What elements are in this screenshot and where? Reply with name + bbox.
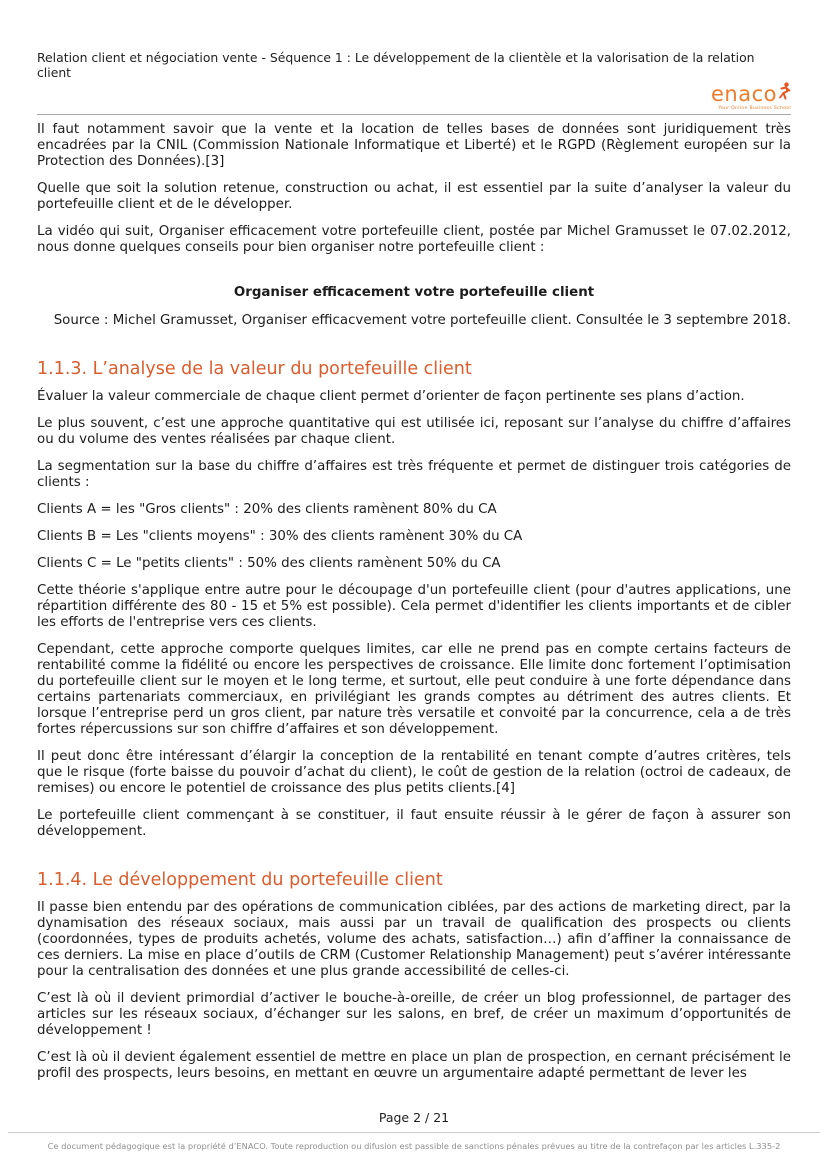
paragraph: Il peut donc être intéressant d’élargir la conception de la rentabilité en tenant compte d’autres critères, tels que le risque (forte baisse du pouvoir d’achat du client), le coût de gestion de la relation (octroi de cadeaux, de remises) ou encore le potentiel de croissance des plus petits clients.[4] bbox=[37, 749, 791, 796]
video-placeholder bbox=[37, 267, 791, 285]
paragraph: Cette théorie s'applique entre autre pour le découpage d'un portefeuille client (pour d'autres applications, une répartition différente des 80 - 15 et 5% est possible). Cela permet d'identifier les clients importants et de cibler les efforts de l'entreprise vers ces clients. bbox=[37, 583, 791, 630]
client-category-b-line: Clients B = Les "clients moyens" : 30% des clients ramènent 30% du CA bbox=[37, 529, 523, 544]
logo-row bbox=[37, 82, 791, 111]
paragraph-intro-3: La vidéo qui suit, Organiser efficacement votre portefeuille client, postée par Michel Gramusset le 07.02.2012, nous donne quelques conseils pour bien organiser notre portefeuille client : bbox=[37, 224, 791, 255]
page-number: Page 2 / 21 bbox=[378, 1110, 450, 1125]
paragraph: C’est là où il devient primordial d’activer le bouche-à-oreille, de créer un blog professionnel, de partager des articles sur les réseaux sociaux, d’échanger sur les salons, en bref, de créer un maximum d’opportunités de développement ! bbox=[37, 991, 791, 1038]
paragraph: Le portefeuille client commençant à se constituer, il faut ensuite réussir à le gérer de façon à assurer son développement. bbox=[37, 808, 791, 839]
logo-wordmark: enaco bbox=[711, 82, 777, 106]
paragraph: Évaluer la valeur commerciale de chaque client permet d’orienter de façon pertinente ses plans d’action. bbox=[37, 389, 745, 404]
paragraph: La segmentation sur la base du chiffre d’affaires est très fréquente et permet de distinguer trois catégories de clients : bbox=[37, 459, 791, 490]
course-title: Relation client et négociation vente - Séquence 1 : Le développement de la clientèle et la valorisation de la relation client bbox=[37, 50, 755, 80]
runner-icon bbox=[778, 82, 791, 104]
copyright-notice: Ce document pédagogique est la propriété d’ENACO. Toute reproduction ou difusion est passible de sanctions pénales prévues au titre de la contrefaçon par les articles L.335-2 bbox=[47, 1141, 781, 1151]
video-title: Organiser efficacement votre portefeuille client bbox=[233, 285, 595, 300]
section-heading-1-1-4: 1.1.4. Le développement du portefeuille client bbox=[37, 870, 443, 890]
logo-tagline: Your Online Business School bbox=[718, 106, 791, 111]
paragraph: Cependant, cette approche comporte quelques limites, car elle ne prend pas en compte certains facteurs de rentabilité comme la fidélité ou encore les perspectives de croissance. Elle limite donc fortement l’optimisation du portefeuille client sur le moyen et le long terme, et surtout, elle peut conduire à une forte dépendance dans certains partenariats commerciaux, en privilégiant les grands comptes au détriment des autres clients. Et lorsque l’entreprise perd un gros client, par nature très versatile et convoité par la concurrence, cela a de très fortes répercussions sur son chiffre d’affaires et son développement. bbox=[37, 642, 791, 737]
enaco-logo bbox=[711, 82, 791, 111]
client-category-c-line: Clients C = Le "petits clients" : 50% des clients ramènent 50% du CA bbox=[37, 556, 501, 571]
client-category-a-line: Clients A = les "Gros clients" : 20% des clients ramènent 80% du CA bbox=[37, 502, 497, 517]
paragraph: C’est là où il devient également essentiel de mettre en place un plan de prospection, en cernant précisément le profil des prospects, leurs besoins, en mettant en œuvre un argumentaire adapté permettant de lever les bbox=[37, 1050, 791, 1081]
video-source-citation: Source : Michel Gramusset, Organiser efficacvement votre portefeuille client. Consultée le 3 septembre 2018. bbox=[53, 313, 791, 328]
paragraph-intro-1: Il faut notamment savoir que la vente et la location de telles bases de données sont juridiquement très encadrées par la CNIL (Commission Nationale Informatique et Liberté) et le RGPD (Règlement européen sur la Protection des Données).[3] bbox=[37, 122, 791, 169]
header-divider bbox=[37, 114, 791, 115]
paragraph: Le plus souvent, c’est une approche quantitative qui est utilisée ici, reposant sur l’analyse du chiffre d’affaires ou du volume des ventes réalisées par chaque client. bbox=[37, 416, 791, 447]
footer-divider bbox=[8, 1132, 820, 1133]
document-body bbox=[37, 122, 791, 1082]
page-header bbox=[37, 50, 791, 115]
page-footer bbox=[0, 1110, 828, 1151]
paragraph: Il passe bien entendu par des opérations de communication ciblées, par des actions de marketing direct, par la dynamisation des réseaux sociaux, mais aussi par un travail de qualification des prospects ou clients (coordonnées, types de produits achetés, volume des achats, satisfaction…) afin d’affiner la connaissance de ces derniers. La mise en place d’outils de CRM (Customer Relationship Management) peut s’avérer intéressante pour la centralisation des données et une plus grande accessibilité de celles-ci. bbox=[37, 900, 791, 979]
paragraph-intro-2: Quelle que soit la solution retenue, construction ou achat, il est essentiel par la suite d’analyser la valeur du portefeuille client et de le développer. bbox=[37, 181, 791, 212]
section-heading-1-1-3: 1.1.3. L’analyse de la valeur du portefeuille client bbox=[37, 359, 472, 379]
